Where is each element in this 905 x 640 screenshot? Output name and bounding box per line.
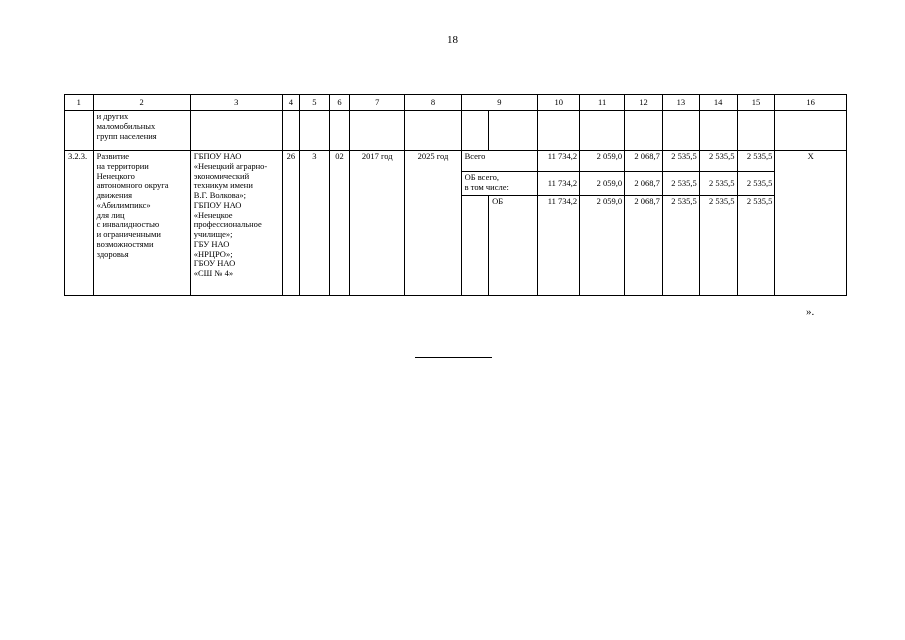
column-header: 13 (662, 95, 699, 111)
amount-cell: 11 734,2 (538, 172, 580, 196)
column-header: 8 (405, 95, 461, 111)
amount-cell: 2 535,5 (699, 196, 737, 296)
column-header: 14 (699, 95, 737, 111)
footer-rule (415, 357, 492, 358)
closing-quote-mark: ». (806, 306, 815, 318)
end-year: 2025 год (405, 151, 461, 296)
code-cell: 3 (300, 151, 330, 296)
column-header: 1 (65, 95, 94, 111)
column-header: 12 (625, 95, 663, 111)
amount-cell: 2 535,5 (737, 172, 775, 196)
amount-cell: 2 535,5 (699, 172, 737, 196)
activity-name: Развитие на территории Ненецкого автономного округа движения «Абилимпикс» для лиц с инвалидностью и ограниченными возможностями здоровья (93, 151, 190, 296)
amount-cell: 2 068,7 (625, 172, 663, 196)
amount-cell: 2 068,7 (625, 196, 663, 296)
column-header: 6 (329, 95, 349, 111)
amount-cell: 2 535,5 (662, 196, 699, 296)
amount-cell: 2 535,5 (699, 151, 737, 172)
amount-cell: 2 059,0 (580, 196, 625, 296)
continuation-row (65, 111, 847, 151)
continuation-text: и других маломобильных групп населения (93, 111, 190, 151)
column-header: 10 (538, 95, 580, 111)
row-number: 3.2.3. (65, 151, 94, 296)
column-header: 15 (737, 95, 775, 111)
funding-source-label: ОБ всего, в том числе: (461, 172, 538, 196)
table-header-row (65, 95, 847, 111)
amount-cell: 11 734,2 (538, 151, 580, 172)
amount-cell: 2 535,5 (737, 196, 775, 296)
amount-cell: 2 059,0 (580, 172, 625, 196)
funding-source-label: Всего (461, 151, 538, 172)
table-row (65, 151, 847, 172)
code-cell: 26 (282, 151, 299, 296)
column-header: 4 (282, 95, 299, 111)
result-cell: X (775, 151, 847, 296)
column-header: 5 (300, 95, 330, 111)
executors: ГБПОУ НАО «Ненецкий аграрно- экономический техникум имени В.Г. Волкова»; ГБПОУ НАО «Ненецкое профессиональное училище»; ГБУ НАО «НРЦРО»; ГБОУ НАО «СШ № 4» (190, 151, 282, 296)
amount-cell: 2 059,0 (580, 151, 625, 172)
page-number: 18 (447, 34, 458, 46)
column-header: 16 (775, 95, 847, 111)
amount-cell: 2 535,5 (662, 172, 699, 196)
amount-cell: 2 535,5 (737, 151, 775, 172)
amount-cell: 2 535,5 (662, 151, 699, 172)
column-header: 3 (190, 95, 282, 111)
program-table (64, 94, 847, 296)
column-header: 2 (93, 95, 190, 111)
start-year: 2017 год (350, 151, 405, 296)
amount-cell: 2 068,7 (625, 151, 663, 172)
amount-cell: 11 734,2 (538, 196, 580, 296)
code-cell: 02 (329, 151, 349, 296)
column-header: 7 (350, 95, 405, 111)
funding-source-label: ОБ (489, 196, 538, 296)
column-header: 9 (461, 95, 538, 111)
column-header: 11 (580, 95, 625, 111)
